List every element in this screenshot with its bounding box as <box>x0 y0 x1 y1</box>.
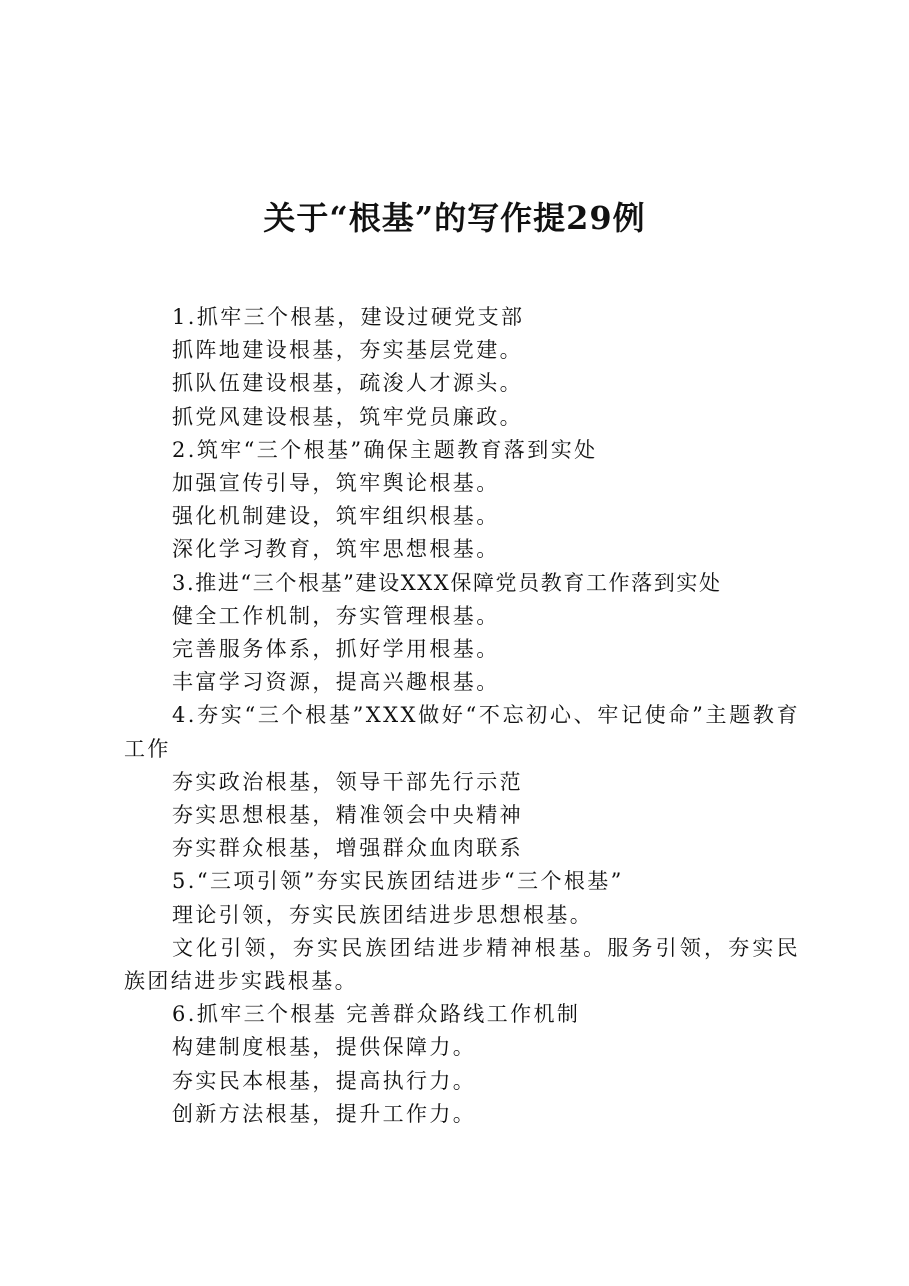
paragraph-line: 抓党风建设根基，筑牢党员廉政。 <box>172 404 523 429</box>
paragraph-line: 创新方法根基，提升工作力。 <box>172 1101 477 1126</box>
document-title: 关于“根基”的写作提29例 <box>263 199 646 237</box>
heading-5: 5.“三项引领”夯实民族团结进步“三个根基” <box>172 869 624 894</box>
paragraph-line: 加强宣传引导，筑牢舆论根基。 <box>172 471 500 496</box>
heading-6: 6.抓牢三个根基 完善群众路线工作机制 <box>172 1002 581 1027</box>
paragraph-line: 文化引领，夯实民族团结进步精神根基。服务引领，夯实民族团结进步实践根基。 <box>124 935 800 994</box>
heading-1: 1.抓牢三个根基，建设过硬党支部 <box>172 305 525 329</box>
paragraph-line: 丰富学习资源，提高兴趣根基。 <box>172 670 500 695</box>
document-body <box>124 301 800 1131</box>
paragraph-line: 夯实思想根基，精准领会中央精神 <box>172 803 523 828</box>
paragraph-line: 夯实民本根基，提高执行力。 <box>172 1068 477 1093</box>
paragraph-line: 抓队伍建设根基，疏浚人才源头。 <box>172 371 523 396</box>
heading-4: 4.夯实“三个根基”XXX做好“不忘初心、牢记使命”主题教育工作 <box>124 703 800 761</box>
paragraph-line: 完善服务体系，抓好学用根基。 <box>172 637 500 662</box>
paragraph-line: 理论引领，夯实民族团结进步思想根基。 <box>172 902 594 927</box>
paragraph-line: 抓阵地建设根基，夯实基层党建。 <box>172 338 523 363</box>
paragraph-line: 夯实政治根基，领导干部先行示范 <box>172 769 523 794</box>
paragraph-line: 夯实群众根基，增强群众血肉联系 <box>172 836 523 861</box>
paragraph-line: 构建制度根基，提供保障力。 <box>172 1035 477 1060</box>
paragraph-line: 强化机制建设，筑牢组织根基。 <box>172 504 500 529</box>
heading-3: 3.推进“三个根基”建设XXX保障党员教育工作落到实处 <box>172 570 722 595</box>
heading-2: 2.筑牢“三个根基”确保主题教育落到实处 <box>172 437 598 462</box>
paragraph-line: 深化学习教育，筑牢思想根基。 <box>172 537 500 562</box>
paragraph-line: 健全工作机制，夯实管理根基。 <box>172 603 500 628</box>
